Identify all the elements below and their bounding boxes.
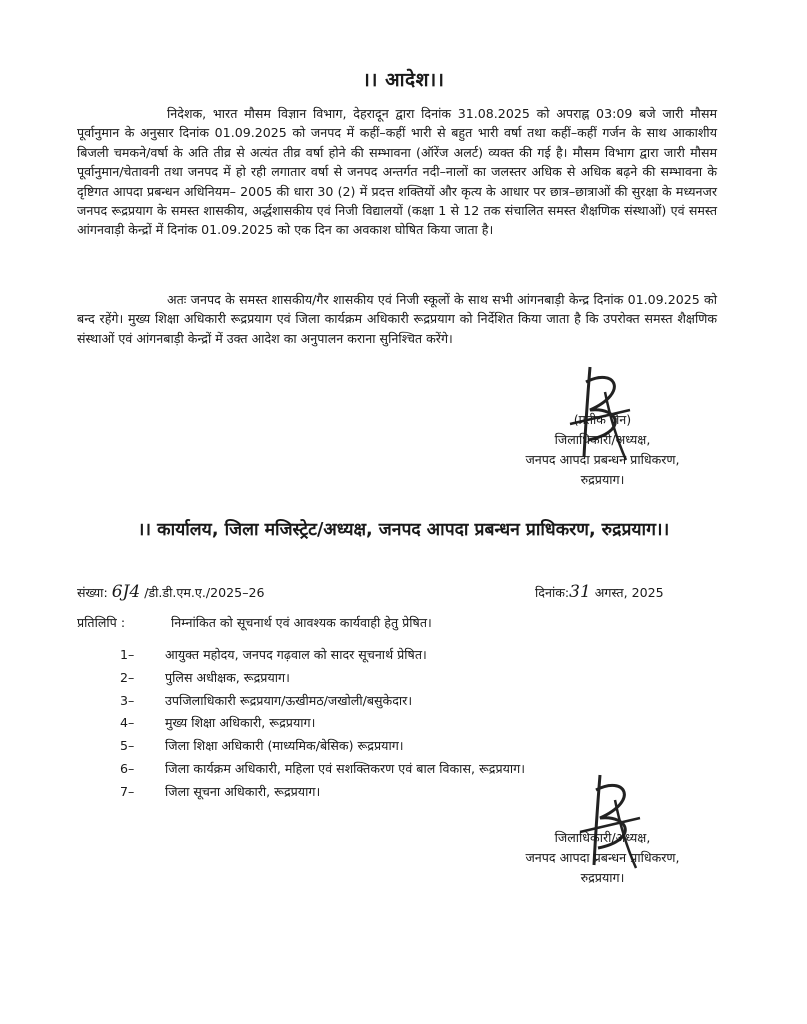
order-paragraph-1: निदेशक, भारत मौसम विज्ञान विभाग, देहरादून द्वारा दिनांक 31.08.2025 को अपराह्न 03:09 बजे जारी मौसम पूर्वानुमान के अनुसार दिनांक 01.09.2025 को जनपद में कहीं–कहीं भारी से बहुत भारी वर्षा तथा कहीं–कहीं गर्जन के साथ आकाशीय बिजली चमकने/वर्षा के अति तीव्र से अत्यंत तीव्र वर्षा होने की सम्भावना (ऑरेंज अलर्ट) व्यक्त की गई है। मौसम विभाग द्वारा जारी मौसम पूर्वानुमान/चेतावनी तथा जनपद में हो रही लगातार वर्षा से जनपद अन्तर्गत नदी–नालों का जलस्तर अधिक से अधिक बढ़ने की सम्भावना के दृष्टिगत आपदा प्रबन्धन अधिनियम– 2005 की धारा 30 (2) में प्रदत्त शक्तियों और कृत्य के आधार पर छात्र–छात्राओं की सुरक्षा के मध्यनजर जनपद रूद्रप्रयाग के समस्त शासकीय, अर्द्धशासकीय एवं निजी विद्यालयों (कक्षा 1 से 12 तक संचालित समस्त शैक्षणिक संस्थाओं) एवं समस्त आंगनवाड़ी केन्द्रों में दिनांक 01.09.2025 को एक दिन का अवकाश घोषित किया जाता है। bbox=[77, 106, 717, 238]
list-item-number: 3– bbox=[120, 692, 135, 708]
distribution-list bbox=[120, 645, 525, 805]
copy-to-row bbox=[77, 614, 432, 631]
signatory-place: रुद्रप्रयाग। bbox=[580, 472, 625, 487]
list-item-text: पुलिस अधीक्षक, रूद्रप्रयाग। bbox=[165, 669, 290, 685]
order-paragraph-2: अतः जनपद के समस्त शासकीय/गैर शासकीय एवं निजी स्कूलों के साथ सभी आंगनबाड़ी केन्द्र दिनांक 01.09.2025 को बन्द रहेंगे। मुख्य शिक्षा अधिकारी रूद्रप्रयाग एवं जिला कार्यक्रम अधिकारी रूद्रप्रयाग को निर्देशित किया जाता है कि उपरोक्त समस्त शैक्षणिक संस्थाओं एवं आंगनबाड़ी केन्द्रों में उक्त आदेश का अनुपालन कराना सुनिश्चित करेंगे। bbox=[77, 292, 717, 346]
list-item bbox=[120, 691, 525, 714]
list-item-number: 5– bbox=[120, 738, 135, 754]
list-item-text: मुख्य शिक्षा अधिकारी, रूद्रप्रयाग। bbox=[165, 715, 316, 731]
office-heading: ।। कार्यालय, जिला मजिस्ट्रेट/अध्यक्ष, जनपद आपदा प्रबन्धन प्राधिकरण, रुद्रप्रयाग।। bbox=[137, 520, 670, 540]
list-item-number: 1– bbox=[120, 647, 135, 662]
signatory-place: रुद्रप्रयाग। bbox=[580, 870, 625, 885]
date-month-year: अगस्त, 2025 bbox=[594, 585, 664, 600]
date-label: दिनांक: bbox=[535, 585, 570, 600]
reference-number bbox=[77, 582, 265, 602]
copy-to-text: निम्नांकित को सूचनार्थ एवं आवश्यक कार्यवाही हेतु प्रेषित। bbox=[171, 615, 432, 630]
signatory-designation: जिलाधिकारी/अध्यक्ष, bbox=[554, 830, 651, 845]
reference-date bbox=[535, 582, 664, 602]
reference-handwritten-number: 6J4 bbox=[111, 582, 141, 602]
list-item-number: 2– bbox=[120, 669, 135, 685]
signatory-authority: जनपद आपदा प्रबन्धन प्राधिकरण, bbox=[525, 850, 680, 865]
list-item-number: 6– bbox=[120, 760, 135, 776]
date-day: 31 bbox=[569, 582, 591, 602]
signatory-authority: जनपद आपदा प्रबन्धन प्राधिकरण, bbox=[525, 452, 680, 467]
list-item-number: 7– bbox=[120, 783, 135, 799]
signatory-name: (प्रतीक जैन) bbox=[573, 412, 632, 427]
list-item bbox=[120, 759, 525, 782]
list-item bbox=[120, 668, 525, 691]
reference-label: संख्या: bbox=[77, 585, 108, 600]
order-title: ।। आदेश।। bbox=[362, 69, 445, 91]
copy-to-label: प्रतिलिपि : bbox=[77, 615, 126, 630]
list-item-number: 4– bbox=[120, 715, 135, 731]
list-item bbox=[120, 736, 525, 759]
list-item bbox=[120, 713, 525, 736]
list-item-text: उपजिलाधिकारी रूद्रप्रयाग/ऊखीमठ/जखोली/बसुकेदार। bbox=[165, 692, 413, 708]
list-item-text: जिला शिक्षा अधिकारी (माध्यमिक/बेसिक) रूद्रप्रयाग। bbox=[165, 738, 404, 754]
reference-code: /डी.डी.एम.ए./2025–26 bbox=[144, 585, 265, 600]
list-item bbox=[120, 645, 525, 668]
signature-block-2 bbox=[490, 828, 715, 888]
list-item-text: जिला सूचना अधिकारी, रूद्रप्रयाग। bbox=[165, 783, 321, 799]
list-item-text: जिला कार्यक्रम अधिकारी, महिला एवं सशक्तिकरण एवं बाल विकास, रूद्रप्रयाग। bbox=[165, 760, 526, 776]
signatory-designation: जिलाधिकारी/अध्यक्ष, bbox=[554, 432, 651, 447]
list-item bbox=[120, 782, 525, 805]
signature-block-1 bbox=[490, 410, 715, 490]
list-item-text: आयुक्त महोदय, जनपद गढ़वाल को सादर सूचनार्थ प्रेषित। bbox=[165, 647, 427, 662]
